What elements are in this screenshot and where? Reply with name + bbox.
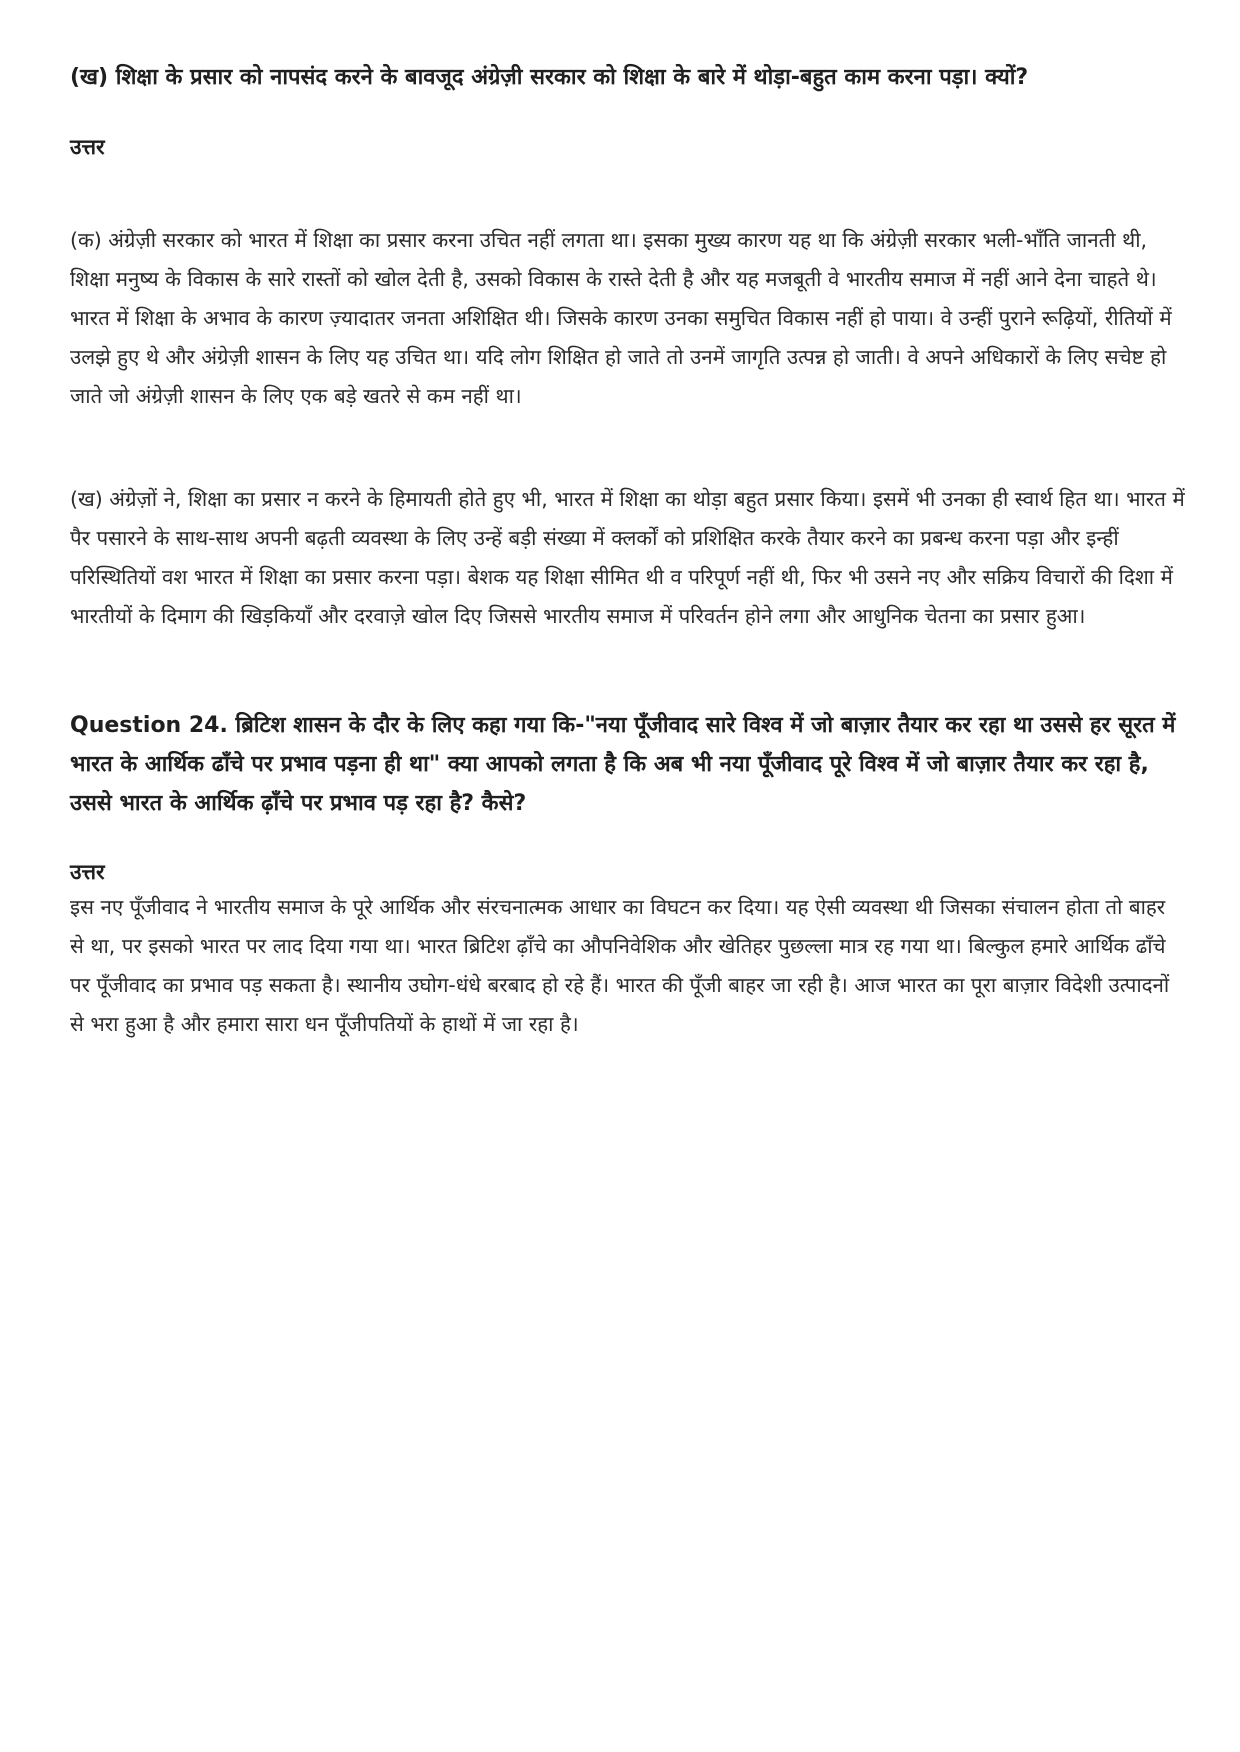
answer-label: उत्तर — [70, 135, 105, 159]
answer-paragraph-kha: (ख) अंग्रेज़ों ने, शिक्षा का प्रसार न करने के हिमायती होते हुए भी, भारत में शिक्षा का थोड़ा बहुत प्रसार किया। इसमें भी उनका ही स्वार्थ हित था। भारत में पैर पसारने के साथ-साथ अपनी बढ़ती व्यवस्था के लिए उन्हें बड़ी संख्या में क्लर्कों को प्रशिक्षित करके तैयार करने का प्रबन्ध करना पड़ा और इन्हीं परिस्थितियों वश भारत में शिक्षा का प्रसार करना पड़ा। बेशक यह शिक्षा सीमित थी व परिपूर्ण नहीं थी, फिर भी उसने नए और सक्रिय विचारों की दिशा में भारतीयों के दिमाग की खिड़कियाँ और दरवाज़े खोल दिए जिससे भारतीय समाज में परिवर्तन होने लगा और आधुनिक चेतना का प्रसार हुआ। — [70, 487, 1185, 628]
question-kha-heading: (ख) शिक्षा के प्रसार को नापसंद करने के बावजूद अंग्रेज़ी सरकार को शिक्षा के बारे में थोड़ा-बहुत काम करना पड़ा। क्यों? — [70, 65, 1029, 90]
answer-paragraph-ka: (क) अंग्रेज़ी सरकार को भारत में शिक्षा का प्रसार करना उचित नहीं लगता था। इसका मुख्य कारण यह था कि अंग्रेज़ी सरकार भली-भाँति जानती थी, शिक्षा मनुष्य के विकास के सारे रास्तों को खोल देती है, उसको विकास के रास्ते देती है और यह मजबूती वे भारतीय समाज में नहीं आने देना चाहते थे। भारत में शिक्षा के अभाव के कारण ज़्यादातर जनता अशिक्षित थी। जिसके कारण उनका समुचित विकास नहीं हो पाया। वे उन्हीं पुराने रूढ़ियों, रीतियों में उलझे हुए थे और अंग्रेज़ी शासन के लिए यह उचित था। यदि लोग शिक्षित हो जाते तो उनमें जागृति उत्पन्न हो जाती। वे अपने अधिकारों के लिए सचेष्ट हो जाते जो अंग्रेज़ी शासन के लिए एक बड़े खतरे से कम नहीं था। — [70, 228, 1172, 408]
answer-label-q24: उत्तर — [70, 860, 105, 884]
question-24-heading: Question 24. ब्रिटिश शासन के दौर के लिए कहा गया कि-"नया पूँजीवाद सारे विश्व में जो बाज़ार तैयार कर रहा था उससे हर सूरत में भारत के आर्थिक ढाँचे पर प्रभाव पड़ना ही था" क्या आपको लगता है कि अब भी नया पूँजीवाद पूरे विश्व में जो बाज़ार तैयार कर रहा है, उससे भारत के आर्थिक ढ़ाँचे पर प्रभाव पड़ रहा है? कैसे? — [70, 713, 1176, 816]
answer-paragraph-q24: इस नए पूँजीवाद ने भारतीय समाज के पूरे आर्थिक और संरचनात्मक आधार का विघटन कर दिया। यह ऐसी व्यवस्था थी जिसका संचालन होता तो बाहर से था, पर इसको भारत पर लाद दिया गया था। भारत ब्रिटिश ढ़ाँचे का औपनिवेशिक और खेतिहर पुछल्ला मात्र रह गया था। बिल्कुल हमारे आर्थिक ढाँचे पर पूँजीवाद का प्रभाव पड़ सकता है। स्थानीय उघोग-धंधे बरबाद हो रहे हैं। भारत की पूँजी बाहर जा रही है। आज भारत का पूरा बाज़ार विदेशी उत्पादनों से भरा हुआ है और हमारा सारा धन पूँजीपतियों के हाथों में जा रहा है। — [70, 895, 1170, 1036]
